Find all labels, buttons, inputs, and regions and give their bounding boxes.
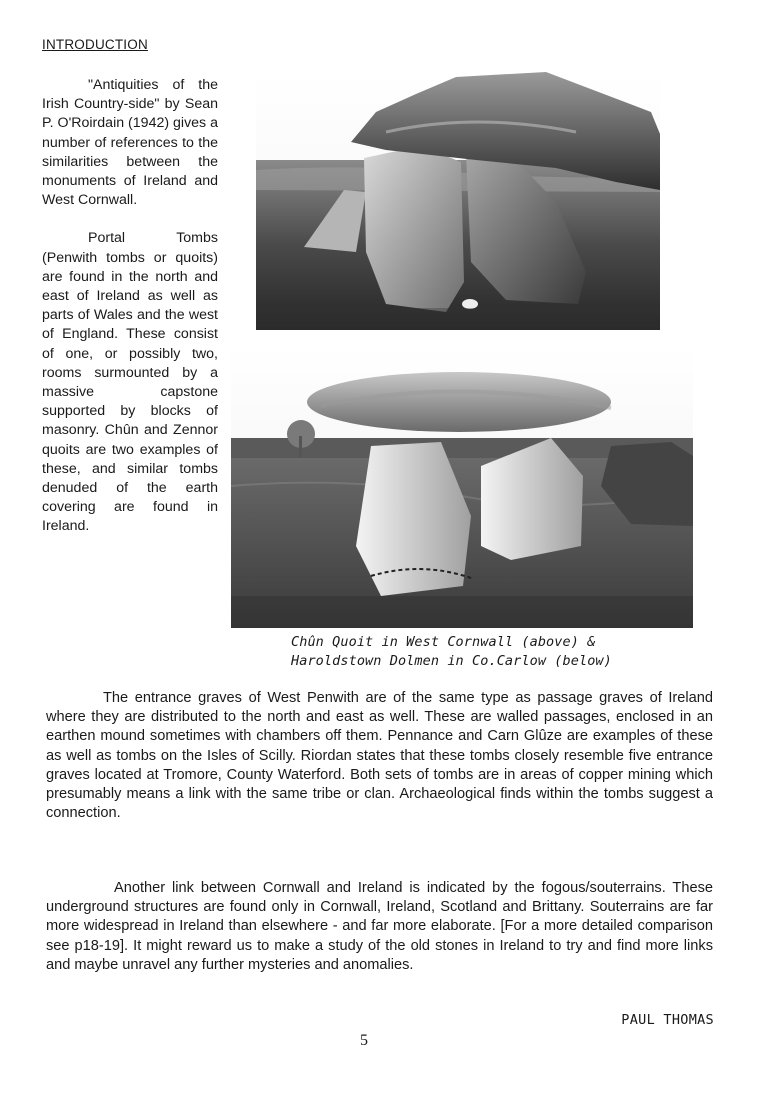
paragraph-text: Another link between Cornwall and Ireland is indicated by the fogous/souterrains. These underground structures are found only in Cornwall, Ireland, Scotland and Brittany. Souterrains are far more widespread in Ireland than elsewhere - and far more elaborate. [For a more detailed comparison see p18-19]. It might reward us to make a study of the old stones in Ireland to try and find more links and maybe unravel any further mysteries and anomalies. bbox=[46, 880, 713, 973]
sidebar-paragraph: "Antiquities of the Irish Country-side" by Sean P. O'Roirdain (1942) gives a number of references to the similarities between the monuments of Ireland and West Cornwall. bbox=[42, 77, 218, 209]
sidebar-paragraph: Portal Tombs (Penwith tombs or quoits) are found in the north and east of Ireland as well as parts of Wales and the west of England. These consist of one, or possibly two, rooms surmounted by a massive capstone supported by blocks of masonry. Chûn and Zennor quoits are two examples of these, and similar tombs denuded of the earth covering are found in Ireland. bbox=[42, 230, 218, 535]
paragraph-text: The entrance graves of West Penwith are of the same type as passage graves of Ireland where they are distributed to the north and east as well. These are walled passages, enclosed in an earthen mound sometimes with chambers off them. Pennance and Carn Glûze are examples of these as well as tombs on the Isles of Scilly. Riordan states that these tombs closely resemble five entrance graves located at Tromore, County Waterford. Both sets of tombs are in areas of copper mining which presumably means a link with the same tribe or clan. Archaeological finds within the tombs suggest a connection. bbox=[46, 690, 713, 822]
caption-line: Haroldstown Dolmen in Co.Carlow (below) bbox=[291, 653, 612, 669]
body-paragraph-entrance-graves bbox=[46, 689, 713, 823]
caption-line: Chûn Quoit in West Cornwall (above) & bbox=[291, 634, 596, 650]
author-name: PAUL THOMAS bbox=[621, 1012, 714, 1028]
photo-haroldstown-dolmen bbox=[231, 346, 693, 628]
sidebar-text-column bbox=[42, 76, 218, 537]
body-paragraph-fogous bbox=[46, 879, 713, 975]
section-heading: INTRODUCTION bbox=[42, 37, 148, 52]
photo-chun-quoit bbox=[256, 72, 660, 330]
page-number: 5 bbox=[360, 1032, 368, 1049]
photo-caption bbox=[291, 633, 711, 671]
